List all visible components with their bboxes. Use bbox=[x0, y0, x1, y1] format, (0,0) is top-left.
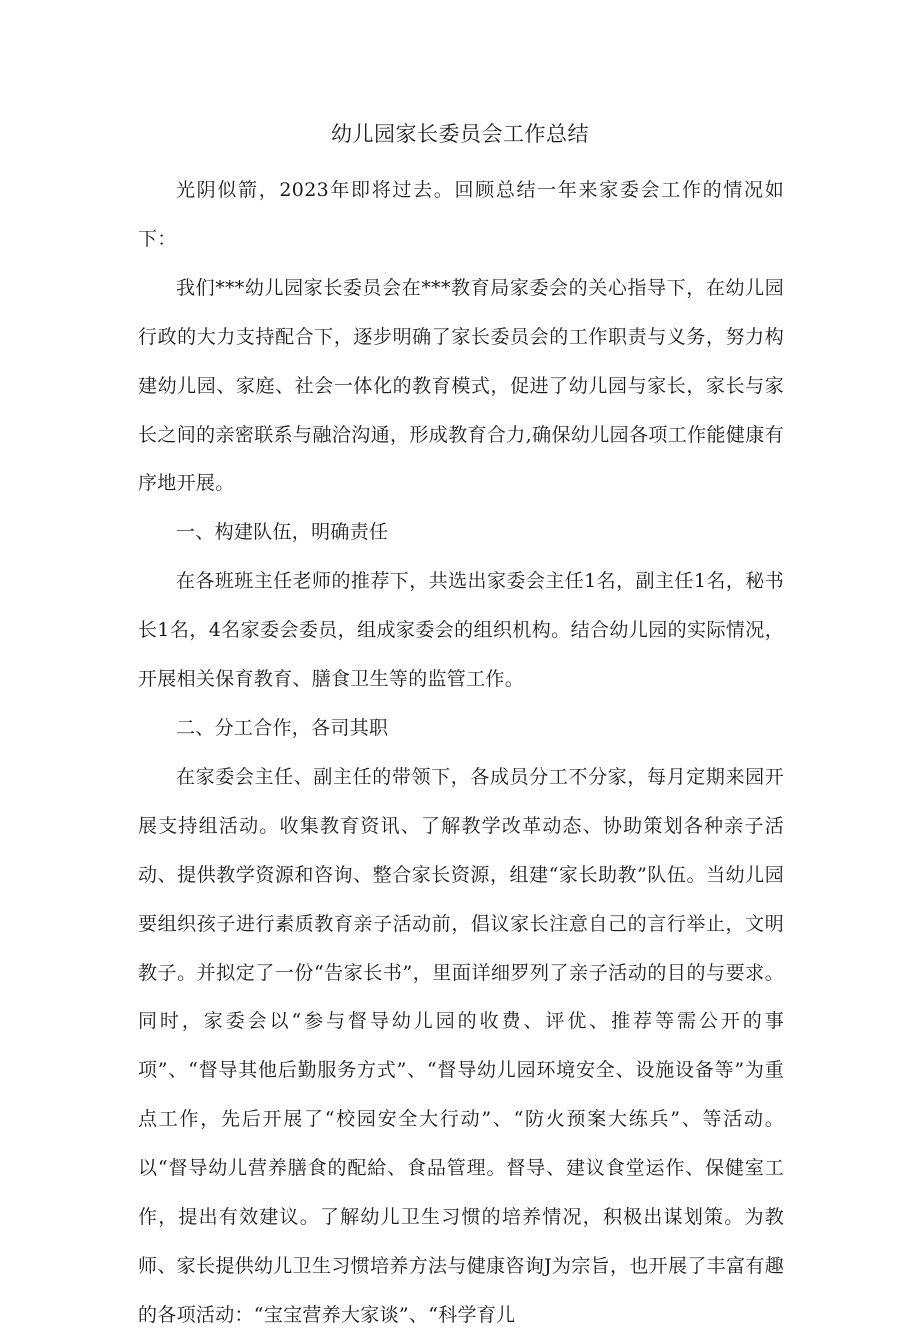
document-body bbox=[138, 166, 784, 1340]
section-heading-2: 二、分工合作，各司其职 bbox=[176, 716, 389, 739]
document-title: 幼儿园家长委员会工作总结 bbox=[331, 122, 589, 146]
paragraph-section-1: 在各班班主任老师的推荐下，共选出家委会主任1名，副主任1名，秘书长1名，4名家委会委员，组成家委会的组织机构。结合幼儿园的实际情况，开展相关保育教育、膳食卫生等的监管工作。 bbox=[138, 570, 784, 691]
paragraph-section-2: 在家委会主任、副主任的带领下，各成员分工不分家，每月定期来园开展支持组活动。收集教育资讯、了解教学改革动态、协助策划各种亲子活动、提供教学资源和咨询、整合家长资源，组建“家长助教”队伍。当幼儿园要组织孩子进行素质教育亲子活动前，倡议家长注意自己的言行举止，文明教子。并拟定了一份“告家长书”，里面详细罗列了亲子活动的目的与要求。同时，家委会以“参与督导幼儿园的收费、评优、推荐等需公开的事项”、“督导其他后勤服务方式”、“督导幼儿园环境安全、设施设备等”为重点工作，先后开展了“校园安全大行动”、“防火预案大练兵”、等活动。以“督导幼儿营养膳食的配給、食品管理。督导、建议食堂运作、保健室工作，提出有效建议。了解幼儿卫生习惯的培养情况，积极出谋划策。为教师、家长提供幼儿卫生习惯培养方法与健康咨询J为宗旨，也开展了丰富有趣的各项活动：“宝宝营养大家谈”、“科学育儿 bbox=[138, 765, 784, 1326]
paragraph-overview: 我们***幼儿园家长委员会在***教育局家委会的关心指导下，在幼儿园行政的大力支持配合下，逐步明确了家长委员会的工作职责与义务，努力构建幼儿园、家庭、社会一体化的教育模式，促进了幼儿园与家长，家长与家长之间的亲密联系与融洽沟通，形成教育合力,确保幼儿园各项工作能健康有序地开展。 bbox=[138, 276, 784, 495]
section-heading-1: 一、构建队伍，明确责任 bbox=[176, 521, 389, 544]
paragraph-intro: 光阴似箭，2023年即将过去。回顾总结一年来家委会工作的情况如下： bbox=[138, 179, 784, 250]
